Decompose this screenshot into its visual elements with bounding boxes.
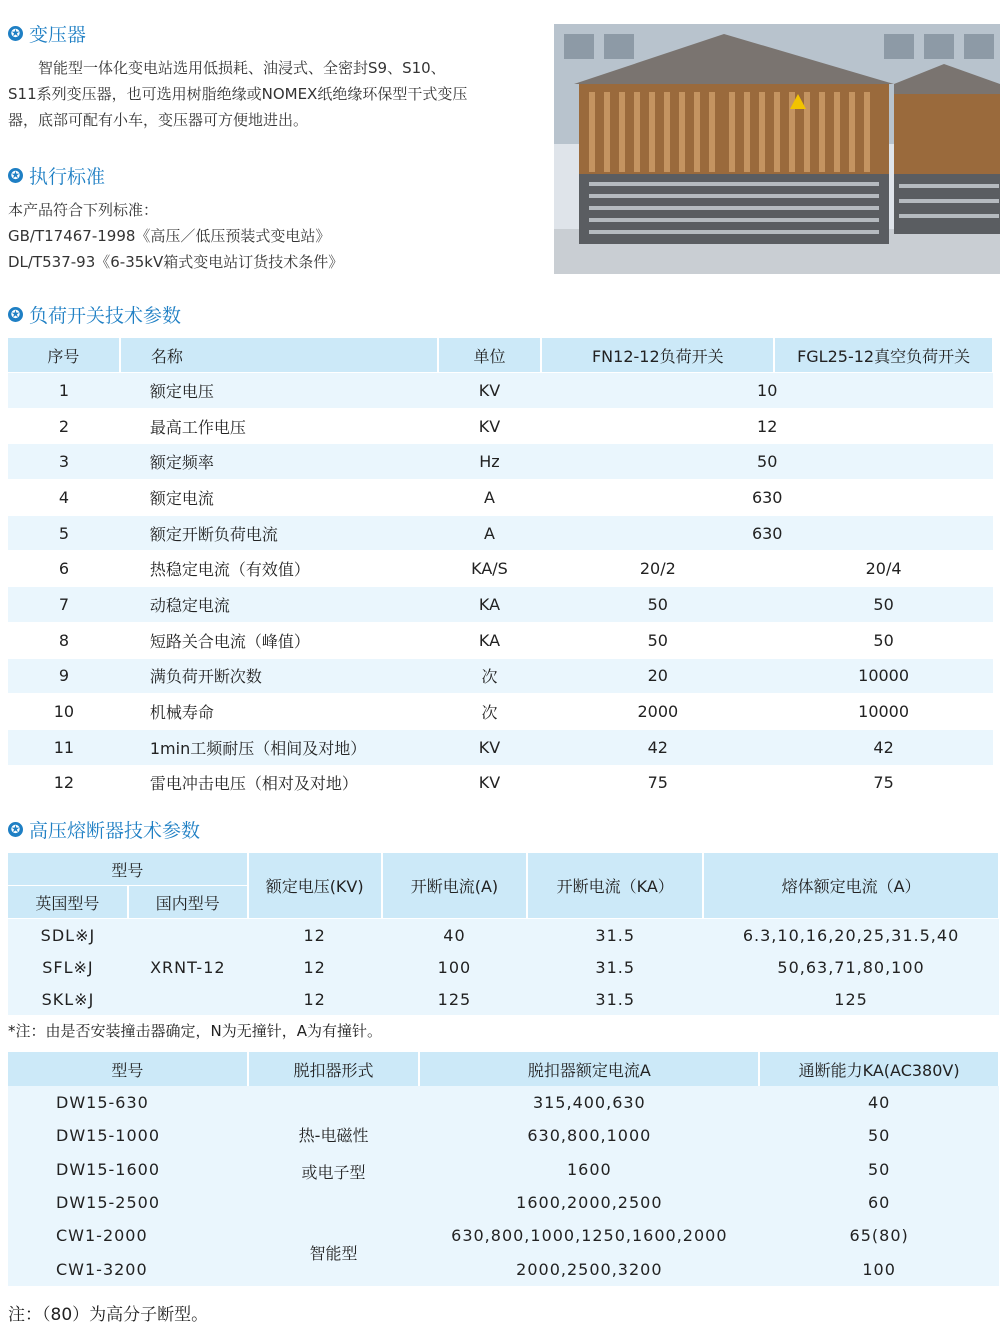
cell [248,1086,420,1219]
cell: 短路关合电流（峰值） [120,622,438,658]
cell: 动稳定电流 [120,587,438,623]
cell: 4 [8,480,120,516]
cell: 50 [759,1119,999,1152]
table-row [8,551,993,587]
cell: 12 [248,983,382,1015]
col-header: 名称 [120,338,438,373]
table-row [8,658,993,694]
cell: 315,400,630 [419,1086,759,1119]
section-heading-fuse [8,816,200,843]
cell: 125 [382,983,528,1015]
cell: DW15-1000 [8,1119,248,1152]
cell: 最高工作电压 [120,408,438,444]
table-row [8,1153,999,1186]
cell: 10000 [774,658,993,694]
standards-list [8,197,528,275]
cell: 630 [541,480,993,516]
star-icon: ✪ [8,168,23,183]
table-row [8,408,993,444]
table-row [8,1119,999,1152]
cell-line: 热-电磁性 [298,1125,369,1145]
cell: 31.5 [527,951,703,983]
cell: 8 [8,622,120,658]
cell: 满负荷开断次数 [120,658,438,694]
col-header: 脱扣器额定电流A [419,1052,759,1086]
col-header: 开断电流（KA） [527,853,703,919]
cell: 额定开断负荷电流 [120,515,438,551]
table-row [8,919,999,952]
cell: DW15-2500 [8,1186,248,1219]
para-line: 智能型一体化变电站选用低损耗、油浸式、全密封S9、S10、 [38,59,446,77]
cell: 额定电流 [120,480,438,516]
cell: 125 [703,983,999,1015]
cell: 1 [8,373,120,409]
cell: CW1-2000 [8,1219,248,1252]
cell: KV [438,729,542,765]
table-row [8,373,993,409]
cell: 5 [8,515,120,551]
star-icon: ✪ [8,307,23,322]
cell: 12 [8,765,120,800]
table-row [8,480,993,516]
cell: 50 [774,622,993,658]
col-header: 熔体额定电流（A） [703,853,999,919]
cell: 3 [8,444,120,480]
cell: 75 [541,765,774,800]
cell: 50 [541,622,774,658]
col-header: 国内型号 [128,886,248,919]
cell: KV [438,408,542,444]
para-line: GB/T17467-1998《高压／低压预装式变电站》 [8,227,331,245]
para-line: 本产品符合下列标准： [8,201,159,219]
cell: DW15-630 [8,1086,248,1119]
table-row [8,1086,999,1119]
heading-text: 负荷开关技术参数 [29,305,182,327]
col-header: 通断能力KA(AC380V) [759,1052,999,1086]
col-header: 序号 [8,338,120,373]
cell: 额定电压 [120,373,438,409]
table-row [8,587,993,623]
cell: 60 [759,1186,999,1219]
cell: 12 [248,951,382,983]
cell: 65(80) [759,1219,999,1252]
cell: 40 [382,919,528,952]
cell: 12 [541,408,993,444]
para-line: S11系列变压器，也可选用树脂绝缘或NOMEX纸绝缘环保型干式变压 [8,85,468,103]
cell: 630,800,1000 [419,1119,759,1152]
cell: 额定频率 [120,444,438,480]
col-header: 型号 [8,1052,248,1086]
breaker-table [8,1052,1000,1286]
cell: 50 [541,587,774,623]
cell: KV [438,765,542,800]
cell-line: 或电子型 [301,1162,366,1182]
table-row [8,1252,999,1285]
cell: 1600,2000,2500 [419,1186,759,1219]
cell: SKL※J [8,983,128,1015]
cell: 雷电冲击电压（相对及对地） [120,765,438,800]
cell: 7 [8,587,120,623]
cell: 12 [248,919,382,952]
cell: 630,800,1000,1250,1600,2000 [419,1219,759,1252]
cell: 智能型 [248,1219,420,1286]
table-row [8,444,993,480]
cell: 次 [438,658,542,694]
cell: 75 [774,765,993,800]
table-row [8,1186,999,1219]
col-header: 脱扣器形式 [248,1052,420,1086]
cell: 50 [774,587,993,623]
table-row [8,694,993,730]
cell: 20 [541,658,774,694]
col-header: 英国型号 [8,886,128,919]
cell: 40 [759,1086,999,1119]
col-header: 开断电流(A) [382,853,528,919]
col-header: 型号 [8,853,248,886]
cell: KV [438,373,542,409]
cell: 1600 [419,1153,759,1186]
cell: 50,63,71,80,100 [703,951,999,983]
para-line: 器，底部可配有小车，变压器可方便地进出。 [8,111,309,129]
star-icon: ✪ [8,26,23,41]
cell: 42 [774,729,993,765]
cell: 热稳定电流（有效值） [120,551,438,587]
heading-text: 高压熔断器技术参数 [29,820,201,842]
cell: A [438,515,542,551]
cell: 2000 [541,694,774,730]
cell: 2000,2500,3200 [419,1252,759,1285]
cell: 11 [8,729,120,765]
cell: KA [438,622,542,658]
star-icon: ✪ [8,822,23,837]
section-heading-transformer [8,20,86,47]
table-row [8,622,993,658]
cell: 50 [759,1153,999,1186]
cell: 机械寿命 [120,694,438,730]
cell: CW1-3200 [8,1252,248,1285]
col-header: 单位 [438,338,542,373]
col-header: FGL25-12真空负荷开关 [774,338,993,373]
col-header: 额定电压(KV) [248,853,382,919]
section-heading-load-switch [8,301,181,328]
table-row [8,1219,999,1252]
cell: Hz [438,444,542,480]
cell: 100 [759,1252,999,1285]
cell: 630 [541,515,993,551]
table-row [8,765,993,800]
para-line: DL/T537-93《6-35kV箱式变电站订货技术条件》 [8,253,344,271]
load-switch-table [8,338,994,800]
cell: 9 [8,658,120,694]
cell: 6.3,10,16,20,25,31.5,40 [703,919,999,952]
heading-text: 变压器 [29,24,87,46]
cell: 10000 [774,694,993,730]
cell: DW15-1600 [8,1153,248,1186]
cell: 10 [8,694,120,730]
cell: 1min工频耐压（相间及对地） [120,729,438,765]
transformer-description [8,55,528,133]
cell: 6 [8,551,120,587]
fuse-note: *注：由是否安装撞击器确定，N为无撞针，A为有撞针。 [8,1022,382,1040]
cell: 31.5 [527,983,703,1015]
cell: XRNT-12 [128,919,248,1016]
cell: 20/4 [774,551,993,587]
cell: SDL※J [8,919,128,952]
cell: 10 [541,373,993,409]
table-row [8,729,993,765]
cell: SFL※J [8,951,128,983]
cell: 次 [438,694,542,730]
breaker-note: 注：（80）为高分子断型。 [8,1305,209,1325]
table-row [8,515,993,551]
heading-text: 执行标准 [29,166,106,188]
cell: 31.5 [527,919,703,952]
cell: KA [438,587,542,623]
cell: 42 [541,729,774,765]
cell: 50 [541,444,993,480]
cell: 2 [8,408,120,444]
substation-photo [554,24,1000,274]
cell: KA/S [438,551,542,587]
cell: 20/2 [541,551,774,587]
cell: 100 [382,951,528,983]
col-header: FN12-12负荷开关 [541,338,774,373]
section-heading-standards [8,162,105,189]
cell: A [438,480,542,516]
fuse-table [8,853,1000,1015]
